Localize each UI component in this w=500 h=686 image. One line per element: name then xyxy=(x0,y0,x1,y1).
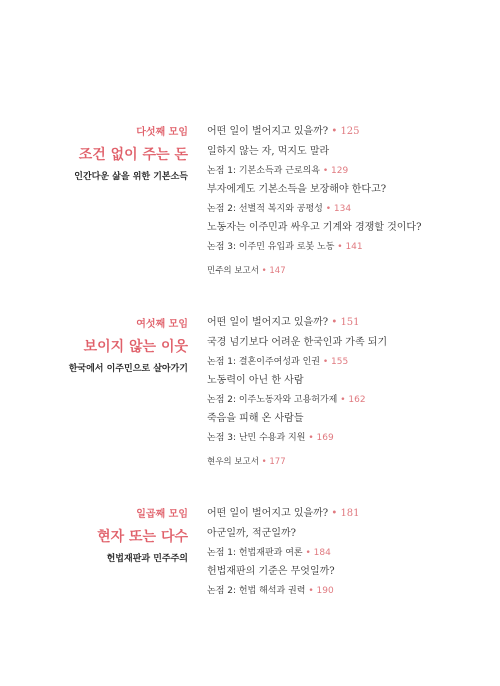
toc-entry[interactable]: 논점 2: 이주노동자와 고용허가제 • 162 xyxy=(207,395,366,405)
toc-entry[interactable]: 어떤 일이 벌어지고 있을까? • 151 xyxy=(207,317,360,328)
toc-entry[interactable]: 논점 3: 난민 수용과 지원 • 169 xyxy=(207,433,334,443)
toc-entry[interactable]: 논점 1: 결혼이주여성과 인권 • 155 xyxy=(207,357,349,367)
chapter-heading xyxy=(38,126,188,184)
toc-entry[interactable]: 국경 넘기보다 어려운 한국인과 가족 되기 xyxy=(207,337,388,348)
toc-entry[interactable]: 노동자는 이주민과 싸우고 기계와 경쟁할 것이다? xyxy=(207,222,422,233)
toc-entry[interactable]: 어떤 일이 벌어지고 있을까? • 181 xyxy=(207,508,360,519)
toc-entry[interactable]: 어떤 일이 벌어지고 있을까? • 125 xyxy=(207,126,360,137)
chapter-title: 조건 없이 주는 돈 xyxy=(78,147,188,163)
chapter-subtitle: 헌법재판과 민주주의 xyxy=(106,554,188,564)
toc-entry[interactable]: 논점 1: 기본소득과 근로의욕 • 129 xyxy=(207,166,349,176)
chapter-heading xyxy=(38,508,188,566)
chapter-subtitle: 인간다운 삶을 위한 기본소득 xyxy=(74,172,188,182)
toc-entry[interactable]: 논점 3: 이주민 유입과 로봇 노동 • 141 xyxy=(207,242,363,252)
toc-entry[interactable]: 죽음을 피해 온 사람들 xyxy=(207,413,304,424)
chapter-title: 현자 또는 다수 xyxy=(97,529,188,545)
chapter-subtitle: 한국에서 이주민으로 살아가기 xyxy=(68,364,188,374)
chapter-number: 일곱째 모임 xyxy=(136,509,188,520)
chapter-number: 여섯째 모임 xyxy=(136,319,188,330)
toc-entry[interactable]: 논점 2: 선별적 복지와 공평성 • 134 xyxy=(207,204,352,214)
toc-entry[interactable]: 일하지 않는 자, 먹지도 말라 xyxy=(207,146,330,157)
toc-entry[interactable]: 부자에게도 기본소득을 보장해야 한다고? xyxy=(207,184,387,195)
toc-entry[interactable]: 논점 2: 헌법 해석과 권력 • 190 xyxy=(207,586,334,596)
chapter-title: 보이지 않는 이웃 xyxy=(83,339,188,355)
toc-entry-report[interactable]: 민주의 보고서 • 147 xyxy=(207,266,286,276)
toc-entry[interactable]: 헌법재판의 기준은 무엇일까? xyxy=(207,566,335,577)
toc-entry[interactable]: 아군일까, 적군일까? xyxy=(207,528,296,539)
toc-entry[interactable]: 논점 1: 헌법재판과 여론 • 184 xyxy=(207,548,331,558)
chapter-heading xyxy=(38,318,188,376)
toc-entry-report[interactable]: 현우의 보고서 • 177 xyxy=(207,457,286,467)
chapter-number: 다섯째 모임 xyxy=(136,127,188,138)
toc-entry[interactable]: 노동력이 아닌 한 사람 xyxy=(207,375,304,386)
